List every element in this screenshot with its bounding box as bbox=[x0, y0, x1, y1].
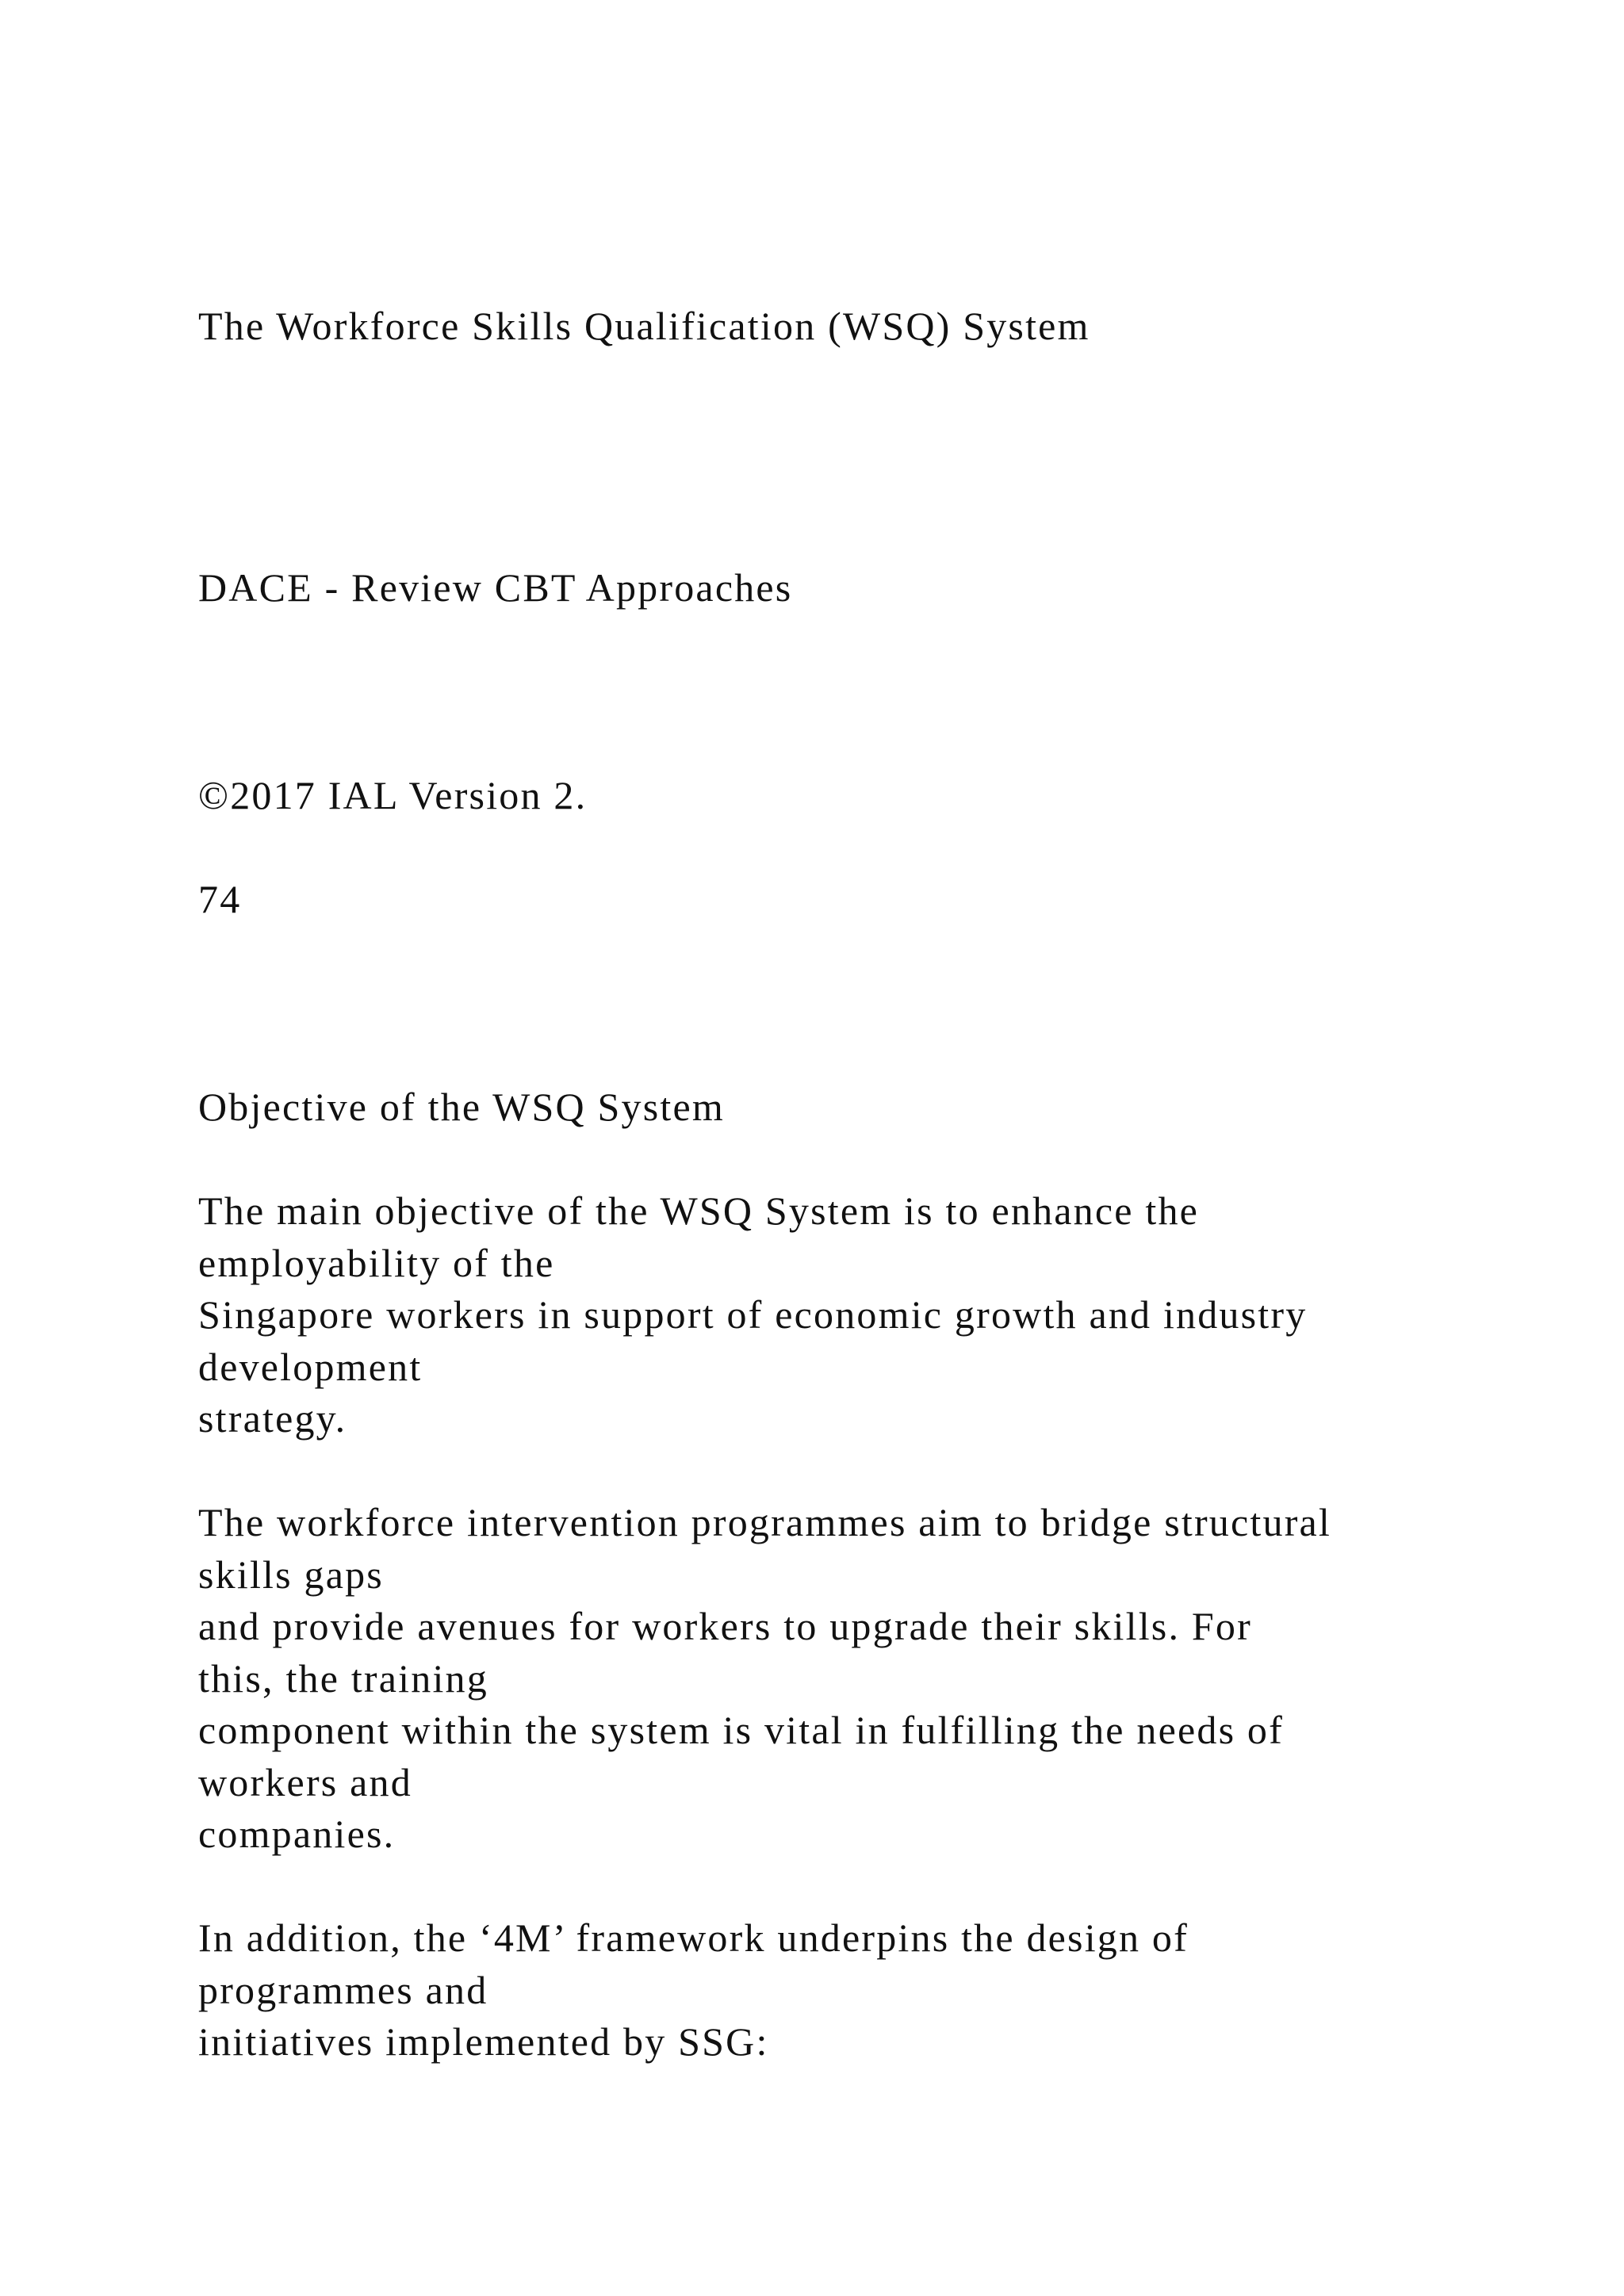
paragraph-line: The workforce intervention programmes aim to bridge structural bbox=[198, 1500, 1332, 1544]
copyright-notice: ©2017 IAL Version 2. bbox=[198, 773, 588, 817]
paragraph-line: employability of the bbox=[198, 1241, 555, 1285]
document-subtitle: DACE - Review CBT Approaches bbox=[198, 565, 793, 610]
paragraph-line: and provide avenues for workers to upgrade their skills. For bbox=[198, 1604, 1252, 1648]
paragraph-line: Singapore workers in support of economic growth and industry bbox=[198, 1292, 1308, 1337]
paragraph-line: skills gaps bbox=[198, 1552, 384, 1597]
paragraph-line: programmes and bbox=[198, 1968, 488, 2012]
paragraph-line: In addition, the ‘4M’ framework underpins the design of bbox=[198, 1915, 1189, 1960]
document-title: The Workforce Skills Qualification (WSQ) System bbox=[198, 304, 1090, 348]
paragraph-line: development bbox=[198, 1345, 423, 1389]
paragraph-line: The main objective of the WSQ System is to enhance the bbox=[198, 1188, 1200, 1233]
paragraph-line: this, the training bbox=[198, 1656, 488, 1701]
paragraph-line: component within the system is vital in fulfilling the needs of bbox=[198, 1708, 1284, 1752]
paragraph-line: workers and bbox=[198, 1760, 412, 1804]
page-number: 74 bbox=[198, 877, 242, 921]
paragraph-line: initiatives implemented by SSG: bbox=[198, 2019, 769, 2064]
paragraph-line: companies. bbox=[198, 1812, 396, 1856]
section-heading: Objective of the WSQ System bbox=[198, 1085, 725, 1129]
paragraph-line: strategy. bbox=[198, 1396, 347, 1441]
